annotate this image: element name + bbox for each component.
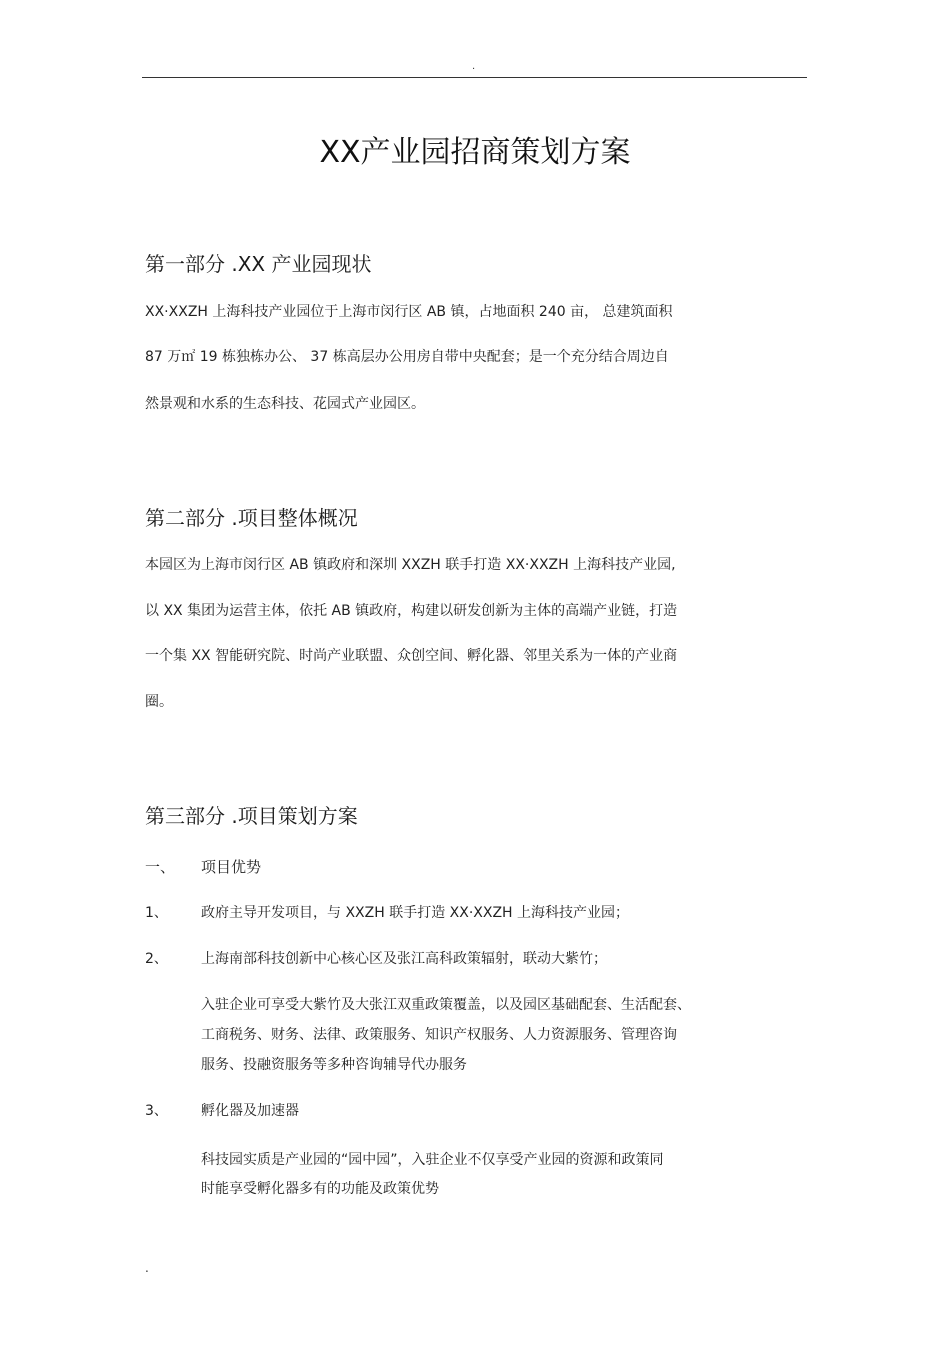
list-item-3-number: 3、 (145, 1103, 168, 1119)
subsection-number: 一、 (145, 858, 176, 876)
section-2-line-2: 以 XX 集团为运营主体，依托 AB 镇政府，构建以研发创新为主体的高端产业链，打造 (145, 603, 678, 619)
list-item-3-text: 孵化器及加速器 (201, 1103, 299, 1119)
section-2-line-4: 圈。 (145, 694, 173, 710)
list-item-3-detail-line-2: 时能享受孵化器多有的功能及政策优势 (201, 1181, 439, 1197)
list-item-2-text: 上海南部科技创新中心核心区及张江高科政策辐射，联动大紫竹； (201, 951, 607, 967)
section-1-line-3: 然景观和水系的生态科技、花园式产业园区。 (145, 396, 425, 412)
section-1-line-2: 87 万㎡ 19 栋独栋办公、 37 栋高层办公用房自带中央配套；是一个充分结合周边自 (145, 349, 669, 365)
section-1-line-1: XX·XXZH 上海科技产业园位于上海市闵行区 AB 镇，占地面积 240 亩， 总建筑面积 (145, 304, 673, 320)
footer-mark: . (145, 1261, 149, 1275)
list-item-2-detail-line-2: 工商税务、财务、法律、政策服务、知识产权服务、人力资源服务、管理咨询 (201, 1027, 677, 1043)
header-rule (142, 77, 807, 78)
list-item-2-number: 2、 (145, 951, 168, 967)
header-mark: . (472, 61, 476, 72)
list-item-2-detail-line-1: 入驻企业可享受大紫竹及大张江双重政策覆盖，以及园区基础配套、生活配套、 (201, 997, 691, 1013)
subsection-label: 项目优势 (201, 858, 262, 876)
section-2-line-3: 一个集 XX 智能研究院、时尚产业联盟、众创空间、孵化器、邻里关系为一体的产业商 (145, 648, 678, 664)
section-1-heading: 第一部分 .XX 产业园现状 (145, 252, 372, 276)
list-item-3-detail-line-1: 科技园实质是产业园的“园中园”，入驻企业不仅享受产业园的资源和政策同 (201, 1152, 664, 1168)
list-item-2-detail-line-3: 服务、投融资服务等多种咨询辅导代办服务 (201, 1057, 467, 1073)
list-item-1-number: 1、 (145, 905, 168, 921)
document-title: XX产业园招商策划方案 (319, 135, 631, 170)
section-2-line-1: 本园区为上海市闵行区 AB 镇政府和深圳 XXZH 联手打造 XX·XXZH 上海科技产业园, (145, 557, 676, 573)
section-3-heading: 第三部分 .项目策划方案 (145, 804, 358, 828)
list-item-1-text: 政府主导开发项目，与 XXZH 联手打造 XX·XXZH 上海科技产业园； (201, 905, 630, 921)
section-2-heading: 第二部分 .项目整体概况 (145, 506, 358, 530)
